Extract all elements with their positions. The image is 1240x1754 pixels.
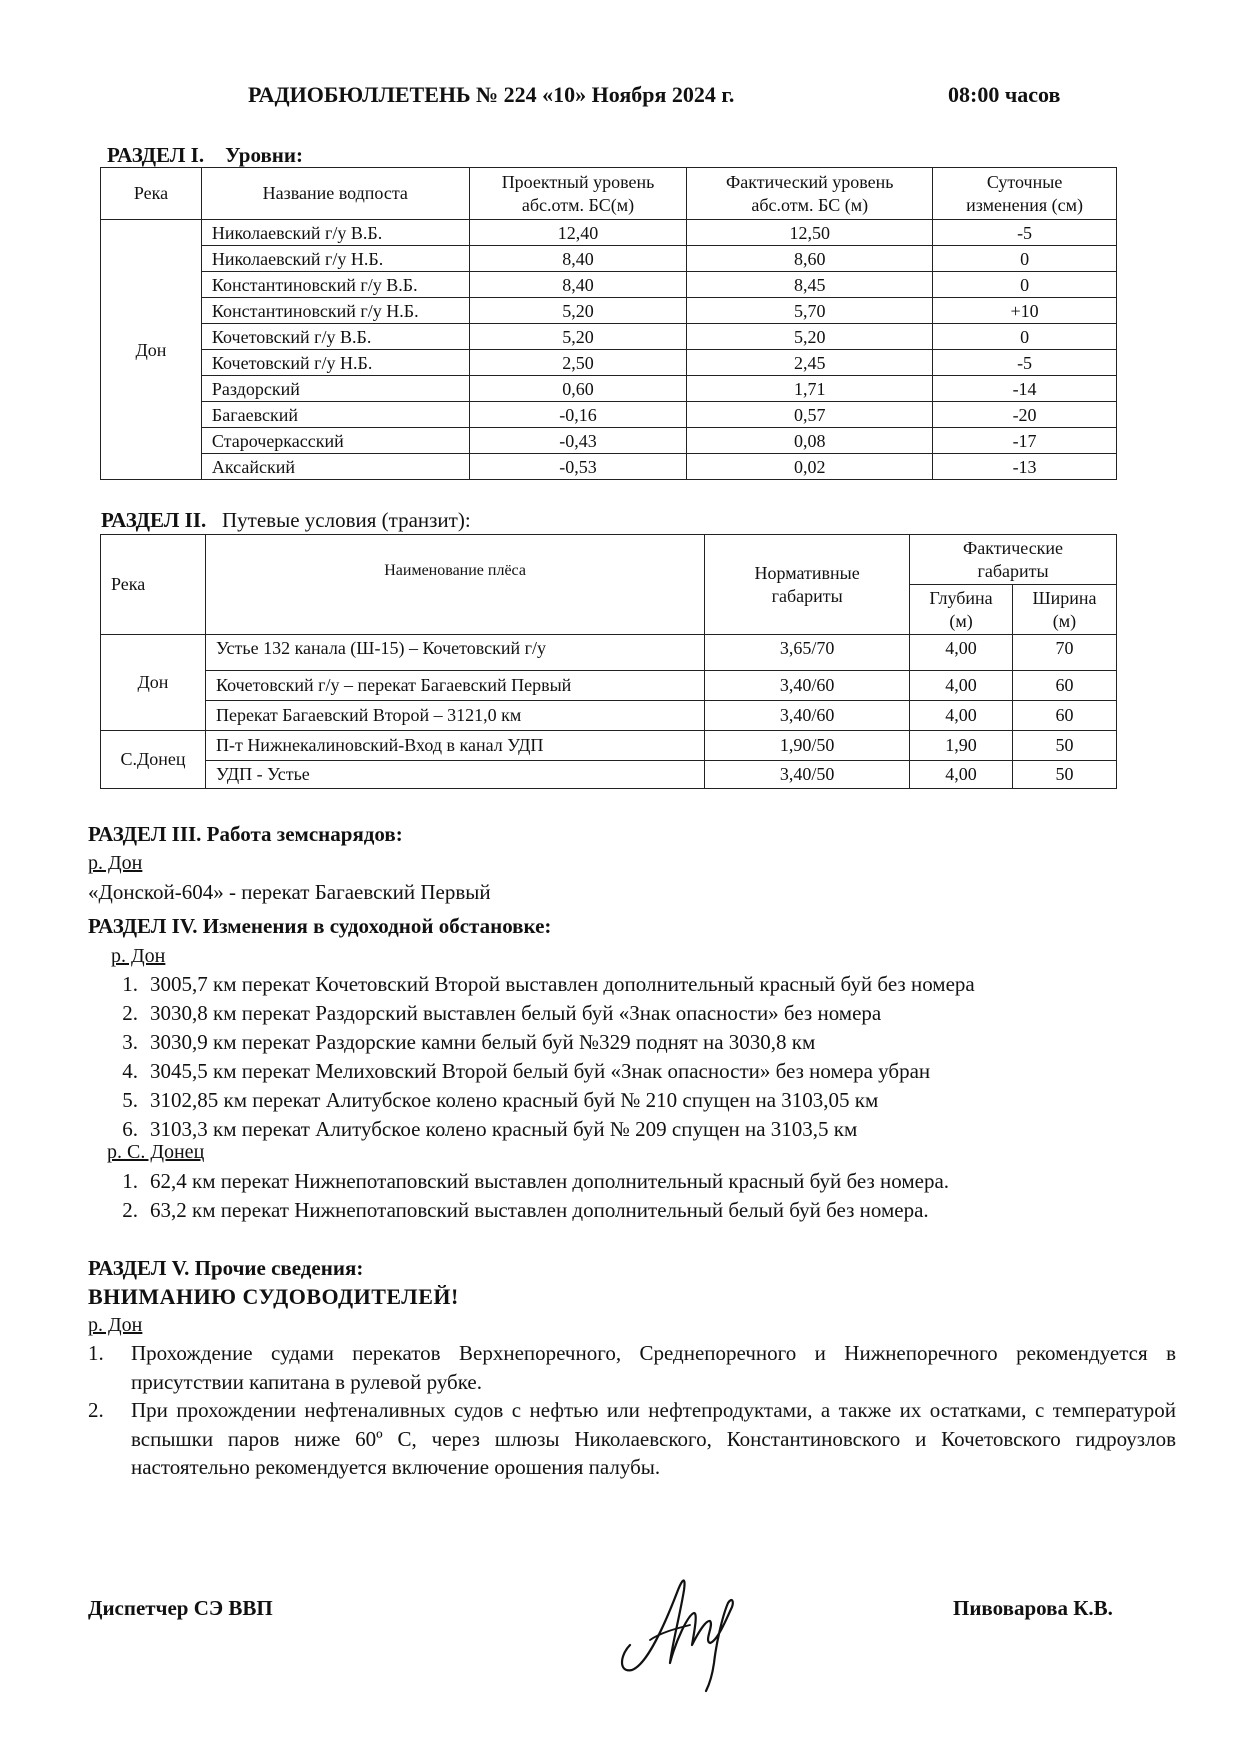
actual-cell: 8,45 bbox=[687, 272, 933, 298]
change-cell: -5 bbox=[933, 220, 1117, 246]
signature-image bbox=[610, 1545, 780, 1695]
section4-donets-label: р. С. Донец bbox=[107, 1141, 205, 1163]
post-cell: Константиновский г/у В.Б. bbox=[201, 272, 469, 298]
norm-cell: 1,90/50 bbox=[705, 731, 910, 761]
actual-cell: 0,08 bbox=[687, 428, 933, 454]
bulletin-time: 08:00 часов bbox=[948, 82, 1061, 107]
reach-cell: П-т Нижнекалиновский-Вход в канал УДП bbox=[205, 731, 704, 761]
change-cell: 0 bbox=[933, 272, 1117, 298]
post-cell: Кочетовский г/у В.Б. bbox=[201, 324, 469, 350]
header-norm: Нормативные габариты bbox=[705, 535, 910, 635]
section1-title bbox=[107, 143, 303, 168]
attention-heading: ВНИМАНИЮ СУДОВОДИТЕЛЕЙ! bbox=[88, 1284, 459, 1309]
table-row bbox=[101, 298, 1117, 324]
norm-cell: 3,40/60 bbox=[705, 671, 910, 701]
norm-cell: 3,40/50 bbox=[705, 761, 910, 789]
header-design-level: Проектный уровень абс.отм. БС(м) bbox=[469, 168, 687, 220]
section3-title: РАЗДЕЛ III. Работа земснарядов: bbox=[88, 822, 403, 846]
header-river: Река bbox=[101, 168, 202, 220]
change-cell: 0 bbox=[933, 324, 1117, 350]
width-cell: 50 bbox=[1013, 761, 1117, 789]
section2-title bbox=[101, 508, 471, 533]
change-cell: -17 bbox=[933, 428, 1117, 454]
section4-don-label: р. Дон bbox=[111, 945, 166, 967]
notice-item-2: 2. При прохождении нефтеналивных судов с нефтью или нефтепродуктами, а также их остатками, с температурой вспышки паров ниже 60º С, через шлюзы Николаевского, Константиновского и Кочетовского гидроузлов настоятельно рекомендуется включение орошения палубы. bbox=[88, 1398, 1176, 1479]
table-row bbox=[101, 272, 1117, 298]
actual-cell: 0,02 bbox=[687, 454, 933, 480]
post-cell: Константиновский г/у Н.Б. bbox=[201, 298, 469, 324]
bulletin-header bbox=[248, 82, 1061, 108]
width-cell: 70 bbox=[1013, 635, 1117, 671]
actual-cell: 0,57 bbox=[687, 402, 933, 428]
change-cell: -14 bbox=[933, 376, 1117, 402]
depth-cell: 4,00 bbox=[910, 701, 1013, 731]
header-post: Название водпоста bbox=[201, 168, 469, 220]
river-cell: Дон bbox=[101, 220, 202, 480]
table-row bbox=[101, 671, 1117, 701]
width-cell: 60 bbox=[1013, 671, 1117, 701]
actual-cell: 5,70 bbox=[687, 298, 933, 324]
waterway-table-header bbox=[101, 535, 1117, 585]
design-cell: 8,40 bbox=[469, 246, 687, 272]
design-cell: -0,53 bbox=[469, 454, 687, 480]
table-row bbox=[101, 635, 1117, 671]
waterway-table bbox=[100, 534, 1117, 789]
reach-cell: Кочетовский г/у – перекат Багаевский Первый bbox=[205, 671, 704, 701]
table-row bbox=[101, 701, 1117, 731]
table-row bbox=[101, 220, 1117, 246]
river-cell: С.Донец bbox=[101, 731, 206, 789]
header-actual-level: Фактический уровень абс.отм. БС (м) bbox=[687, 168, 933, 220]
actual-cell: 1,71 bbox=[687, 376, 933, 402]
list-item: 4. 3045,5 км перекат Мелиховский Второй белый буй «Знак опасности» без номера убран bbox=[122, 1059, 931, 1083]
list-item: 5. 3102,85 км перекат Алитубское колено красный буй № 210 спущен на 3103,05 км bbox=[122, 1088, 879, 1112]
section1-name: Уровни: bbox=[225, 143, 303, 167]
post-cell: Николаевский г/у В.Б. bbox=[201, 220, 469, 246]
section3-dredger-text: «Донской-604» - перекат Багаевский Первый bbox=[88, 880, 491, 904]
change-cell: 0 bbox=[933, 246, 1117, 272]
section2-name: Путевые условия (транзит): bbox=[222, 508, 471, 532]
list-item: 6. 3103,3 км перекат Алитубское колено красный буй № 209 спущен на 3103,5 км bbox=[122, 1117, 858, 1141]
donets-changes-list bbox=[100, 1167, 949, 1225]
dispatcher-role: Диспетчер СЭ ВВП bbox=[88, 1596, 273, 1620]
list-item: 2. 63,2 км перекат Нижнепотаповский выставлен дополнительный белый буй без номера. bbox=[122, 1198, 929, 1222]
notice-item-1: 1. Прохождение судами перекатов Верхнепоречного, Среднепоречного и Нижнепоречного рекомендуется в присутствии капитана в рулевой рубке. bbox=[88, 1341, 1176, 1394]
actual-cell: 12,50 bbox=[687, 220, 933, 246]
table-row bbox=[101, 428, 1117, 454]
width-cell: 50 bbox=[1013, 731, 1117, 761]
list-item: 1. 62,4 км перекат Нижнепотаповский выставлен дополнительный красный буй без номера. bbox=[122, 1169, 950, 1193]
reach-cell: Перекат Багаевский Второй – 3121,0 км bbox=[205, 701, 704, 731]
reach-cell: Устье 132 канала (Ш-15) – Кочетовский г/у bbox=[205, 635, 704, 671]
post-cell: Раздорский bbox=[201, 376, 469, 402]
header-width: Ширина (м) bbox=[1013, 585, 1117, 635]
list-item: 1. 3005,7 км перекат Кочетовский Второй выставлен дополнительный красный буй без номера bbox=[122, 972, 975, 996]
design-cell: -0,16 bbox=[469, 402, 687, 428]
table-row bbox=[101, 376, 1117, 402]
design-cell: 5,20 bbox=[469, 298, 687, 324]
reach-cell: УДП - Устье bbox=[205, 761, 704, 789]
levels-table-header bbox=[101, 168, 1117, 220]
design-cell: 2,50 bbox=[469, 350, 687, 376]
actual-cell: 2,45 bbox=[687, 350, 933, 376]
section1-number: РАЗДЕЛ I. bbox=[107, 143, 205, 167]
depth-cell: 4,00 bbox=[910, 671, 1013, 701]
post-cell: Багаевский bbox=[201, 402, 469, 428]
depth-cell: 4,00 bbox=[910, 761, 1013, 789]
design-cell: -0,43 bbox=[469, 428, 687, 454]
header-depth: Глубина (м) bbox=[910, 585, 1013, 635]
section3-river-label: р. Дон bbox=[88, 852, 143, 874]
actual-cell: 5,20 bbox=[687, 324, 933, 350]
depth-cell: 4,00 bbox=[910, 635, 1013, 671]
table-row bbox=[101, 761, 1117, 789]
header-reach: Наименование плёса bbox=[205, 535, 704, 635]
depth-cell: 1,90 bbox=[910, 731, 1013, 761]
post-cell: Старочеркасский bbox=[201, 428, 469, 454]
change-cell: +10 bbox=[933, 298, 1117, 324]
don-changes-list bbox=[100, 970, 975, 1144]
norm-cell: 3,65/70 bbox=[705, 635, 910, 671]
table-row bbox=[101, 454, 1117, 480]
section5-river-label: р. Дон bbox=[88, 1314, 143, 1336]
norm-cell: 3,40/60 bbox=[705, 701, 910, 731]
river-cell: Дон bbox=[101, 635, 206, 731]
table-row bbox=[101, 324, 1117, 350]
header-fact: Фактические габариты bbox=[910, 535, 1117, 585]
width-cell: 60 bbox=[1013, 701, 1117, 731]
bulletin-title: РАДИОБЮЛЛЕТЕНЬ № 224 «10» Ноября 2024 г. bbox=[248, 82, 735, 107]
post-cell: Николаевский г/у Н.Б. bbox=[201, 246, 469, 272]
actual-cell: 8,60 bbox=[687, 246, 933, 272]
design-cell: 5,20 bbox=[469, 324, 687, 350]
design-cell: 8,40 bbox=[469, 272, 687, 298]
section4-title: РАЗДЕЛ IV. Изменения в судоходной обстановке: bbox=[88, 914, 552, 938]
design-cell: 0,60 bbox=[469, 376, 687, 402]
list-item: 3. 3030,9 км перекат Раздорские камни белый буй №329 поднят на 3030,8 км bbox=[122, 1030, 816, 1054]
header-river: Река bbox=[101, 535, 206, 635]
post-cell: Кочетовский г/у Н.Б. bbox=[201, 350, 469, 376]
dispatcher-name: Пивоварова К.В. bbox=[953, 1596, 1113, 1620]
table-row bbox=[101, 731, 1117, 761]
change-cell: -5 bbox=[933, 350, 1117, 376]
table-row bbox=[101, 402, 1117, 428]
header-daily-change: Суточные изменения (см) bbox=[933, 168, 1117, 220]
table-row bbox=[101, 246, 1117, 272]
change-cell: -20 bbox=[933, 402, 1117, 428]
table-row bbox=[101, 350, 1117, 376]
section2-number: РАЗДЕЛ II. bbox=[101, 508, 207, 532]
levels-table bbox=[100, 167, 1117, 480]
section5-title: РАЗДЕЛ V. Прочие сведения: bbox=[88, 1256, 364, 1280]
list-item: 2. 3030,8 км перекат Раздорский выставлен белый буй «Знак опасности» без номера bbox=[122, 1001, 882, 1025]
post-cell: Аксайский bbox=[201, 454, 469, 480]
change-cell: -13 bbox=[933, 454, 1117, 480]
design-cell: 12,40 bbox=[469, 220, 687, 246]
